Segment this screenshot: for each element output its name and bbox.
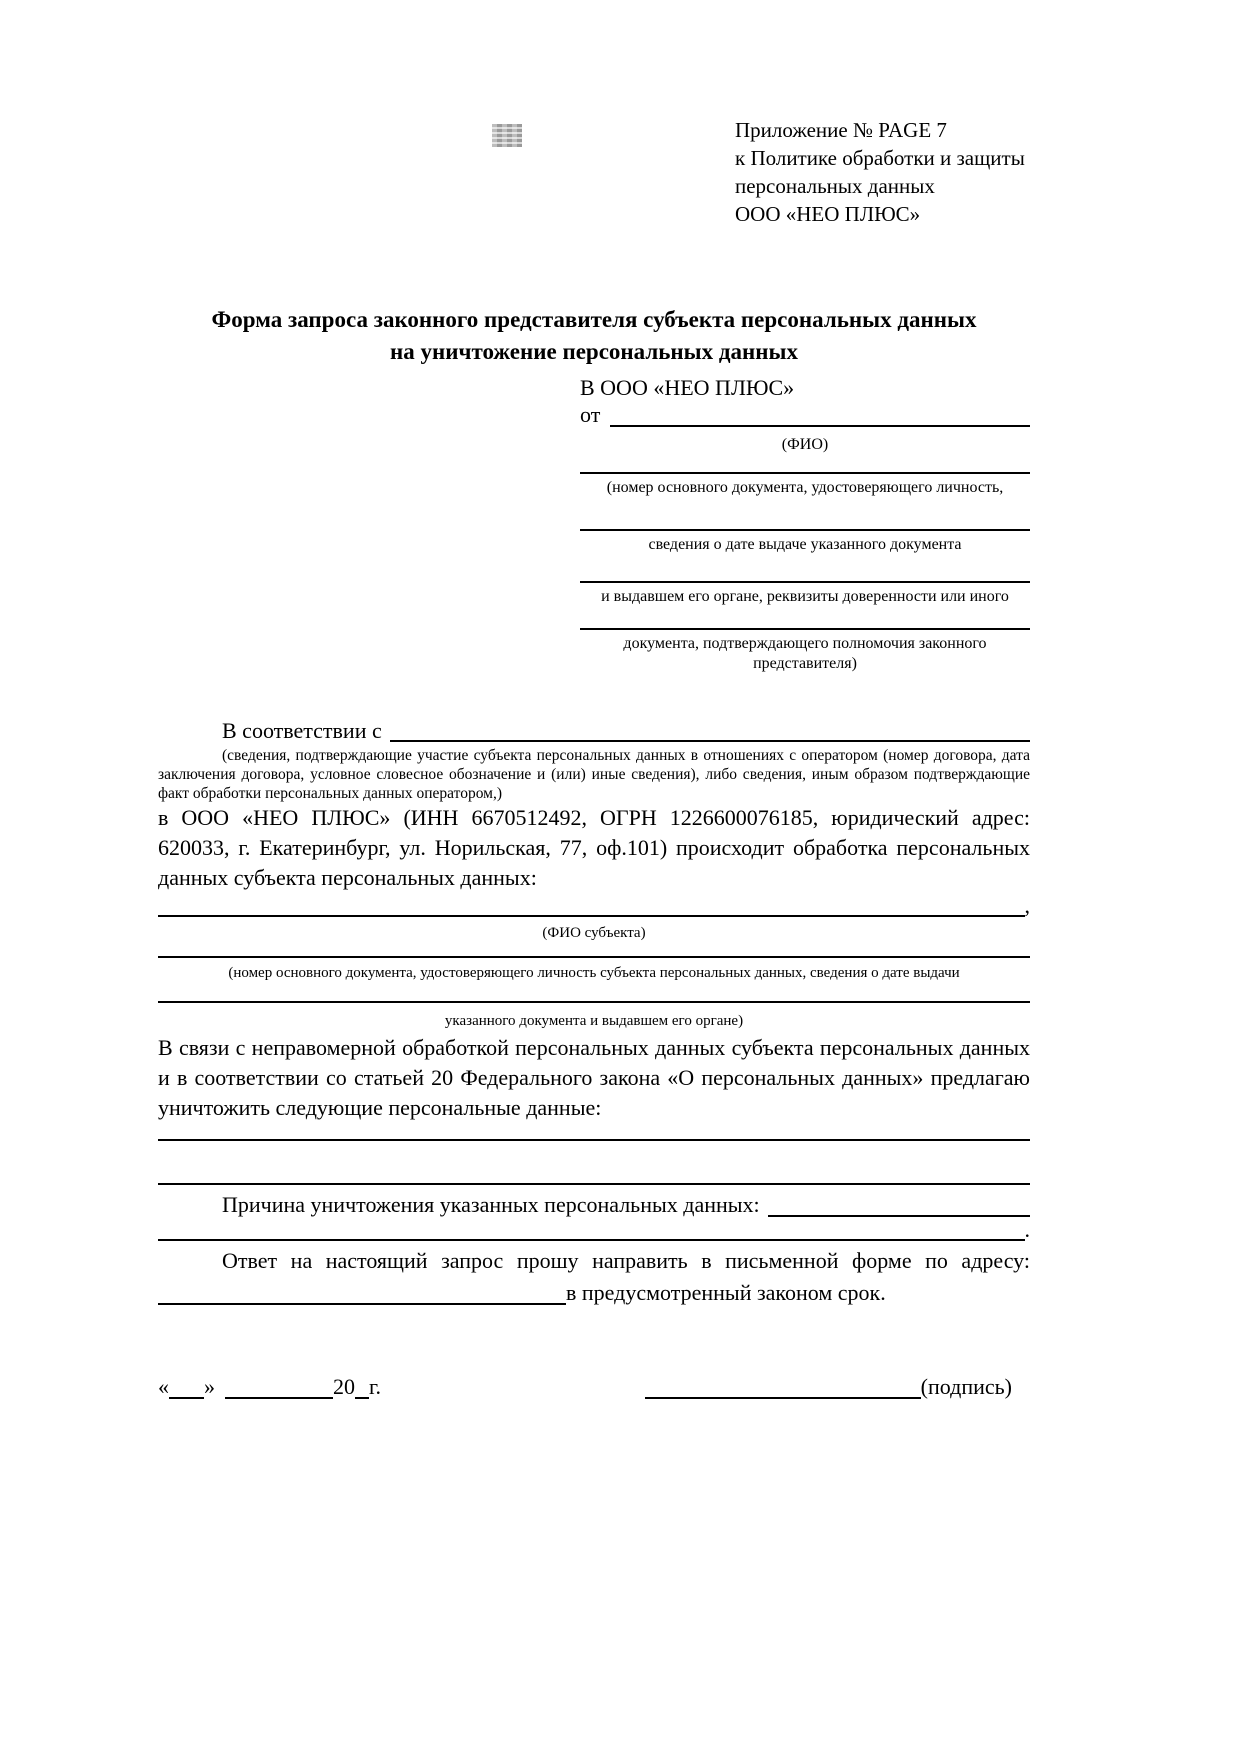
appendix-policy-line2: персональных данных	[735, 174, 935, 198]
document-title	[158, 304, 1030, 368]
signature-caption: (подпись)	[920, 1374, 1012, 1399]
unlawful-processing-paragraph: В связи с неправомерной обработкой персональных данных субъекта персональных данных и в соответствии со статьей 20 Федерального закона «О персональных данных» предлагаю уничтожить следующие персональные данные:	[158, 1035, 1030, 1120]
subject-document-blank-line	[158, 943, 1030, 958]
subject-fio-caption: (ФИО субъекта)	[542, 925, 646, 941]
representative-authority-caption: документа, подтверждающего полномочия законного представителя)	[623, 635, 987, 672]
accordance-note: (сведения, подтверждающие участие субъекта персональных данных в отношениях с оператором (номер договора, дата заключения договора, условное словесное обозначение и (или) иные сведения), либо сведения, иным образом подтверждающие факт обработки персональных данных оператором,)	[158, 747, 1030, 802]
year-blank-line	[355, 1377, 369, 1399]
document-content	[158, 0, 1030, 1399]
reply-request-line: Ответ на настоящий запрос прошу направить в письменной форме по адресу:	[222, 1248, 1030, 1273]
issue-date-caption: сведения о дате выдаче указанного документа	[648, 536, 962, 553]
date-part	[158, 1375, 381, 1399]
date-quote-open: «	[158, 1374, 169, 1399]
data-to-destroy-blank-line-2	[158, 1141, 1030, 1185]
reason-period: .	[1024, 1217, 1030, 1242]
document-number-caption: (номер основного документа, удостоверяющего личность,	[606, 479, 1004, 496]
date-quote-close: »	[204, 1374, 215, 1399]
document-number-blank-line	[580, 455, 1030, 474]
document-title-line2: на уничтожение персональных данных	[390, 339, 798, 364]
accordance-label: В соответствии с	[222, 718, 382, 743]
day-blank-line	[169, 1377, 204, 1399]
subject-fio-comma: ,	[1024, 893, 1030, 918]
document-title-line1: Форма запроса законного представителя субъекта персональных данных	[211, 307, 977, 332]
subject-authority-caption: указанного документа и выдавшем его органе)	[444, 1013, 744, 1029]
month-blank-line	[225, 1377, 333, 1399]
from-row	[580, 403, 1030, 427]
reason-blank-line	[768, 1195, 1030, 1217]
appendix-policy-line: к Политике обработки и защиты	[735, 146, 1025, 170]
reason-row	[158, 1193, 1030, 1217]
representative-authority-blank-line	[580, 607, 1030, 630]
reason-label: Причина уничтожения указанных персональных данных:	[222, 1192, 760, 1217]
company-name-line: ООО «НЕО ПЛЮС»	[735, 202, 921, 226]
subject-fio-blank-line	[158, 901, 1025, 917]
reason-continuation-blank-line	[158, 1217, 1025, 1241]
accordance-blank-line	[390, 720, 1030, 742]
year-prefix: 20	[333, 1374, 355, 1399]
issuing-authority-caption: и выдавшем его органе, реквизиты доверенности или иного	[601, 588, 1009, 605]
date-signature-row	[158, 1375, 1030, 1399]
reply-address-row	[158, 1281, 1030, 1305]
fio-blank-line	[610, 403, 1030, 427]
reason-continuation-row	[158, 1217, 1030, 1241]
reply-address-blank-line	[158, 1283, 566, 1305]
subject-fio-row	[158, 895, 1030, 917]
reply-suffix: в предусмотренный законом срок.	[566, 1280, 886, 1305]
operator-paragraph: в ООО «НЕО ПЛЮС» (ИНН 6670512492, ОГРН 1226600076185, юридический адрес: 620033, г. Екатеринбург, ул. Норильская, 77, оф.101) происходит обработка персональных данных субъекта персональных данных:	[158, 805, 1030, 890]
addressee-block	[580, 373, 1030, 674]
subject-document-caption: (номер основного документа, удостоверяющего личность субъекта персональных данных, сведения о дате выдачи	[228, 965, 960, 981]
addressee-company: В ООО «НЕО ПЛЮС»	[580, 375, 795, 400]
signature-blank-line	[645, 1377, 921, 1399]
year-suffix: г.	[369, 1374, 382, 1399]
appendix-header	[735, 116, 1030, 228]
issue-date-blank-line	[580, 498, 1030, 531]
from-label: от	[580, 402, 601, 427]
subject-authority-blank-line	[158, 983, 1030, 1003]
appendix-number-line: Приложение № PAGE 7	[735, 118, 947, 142]
data-to-destroy-blank-line-1	[158, 1123, 1030, 1141]
accordance-row	[158, 720, 1030, 742]
fio-caption: (ФИО)	[781, 436, 829, 453]
issuing-authority-blank-line	[580, 555, 1030, 583]
signature-part	[645, 1375, 1012, 1399]
